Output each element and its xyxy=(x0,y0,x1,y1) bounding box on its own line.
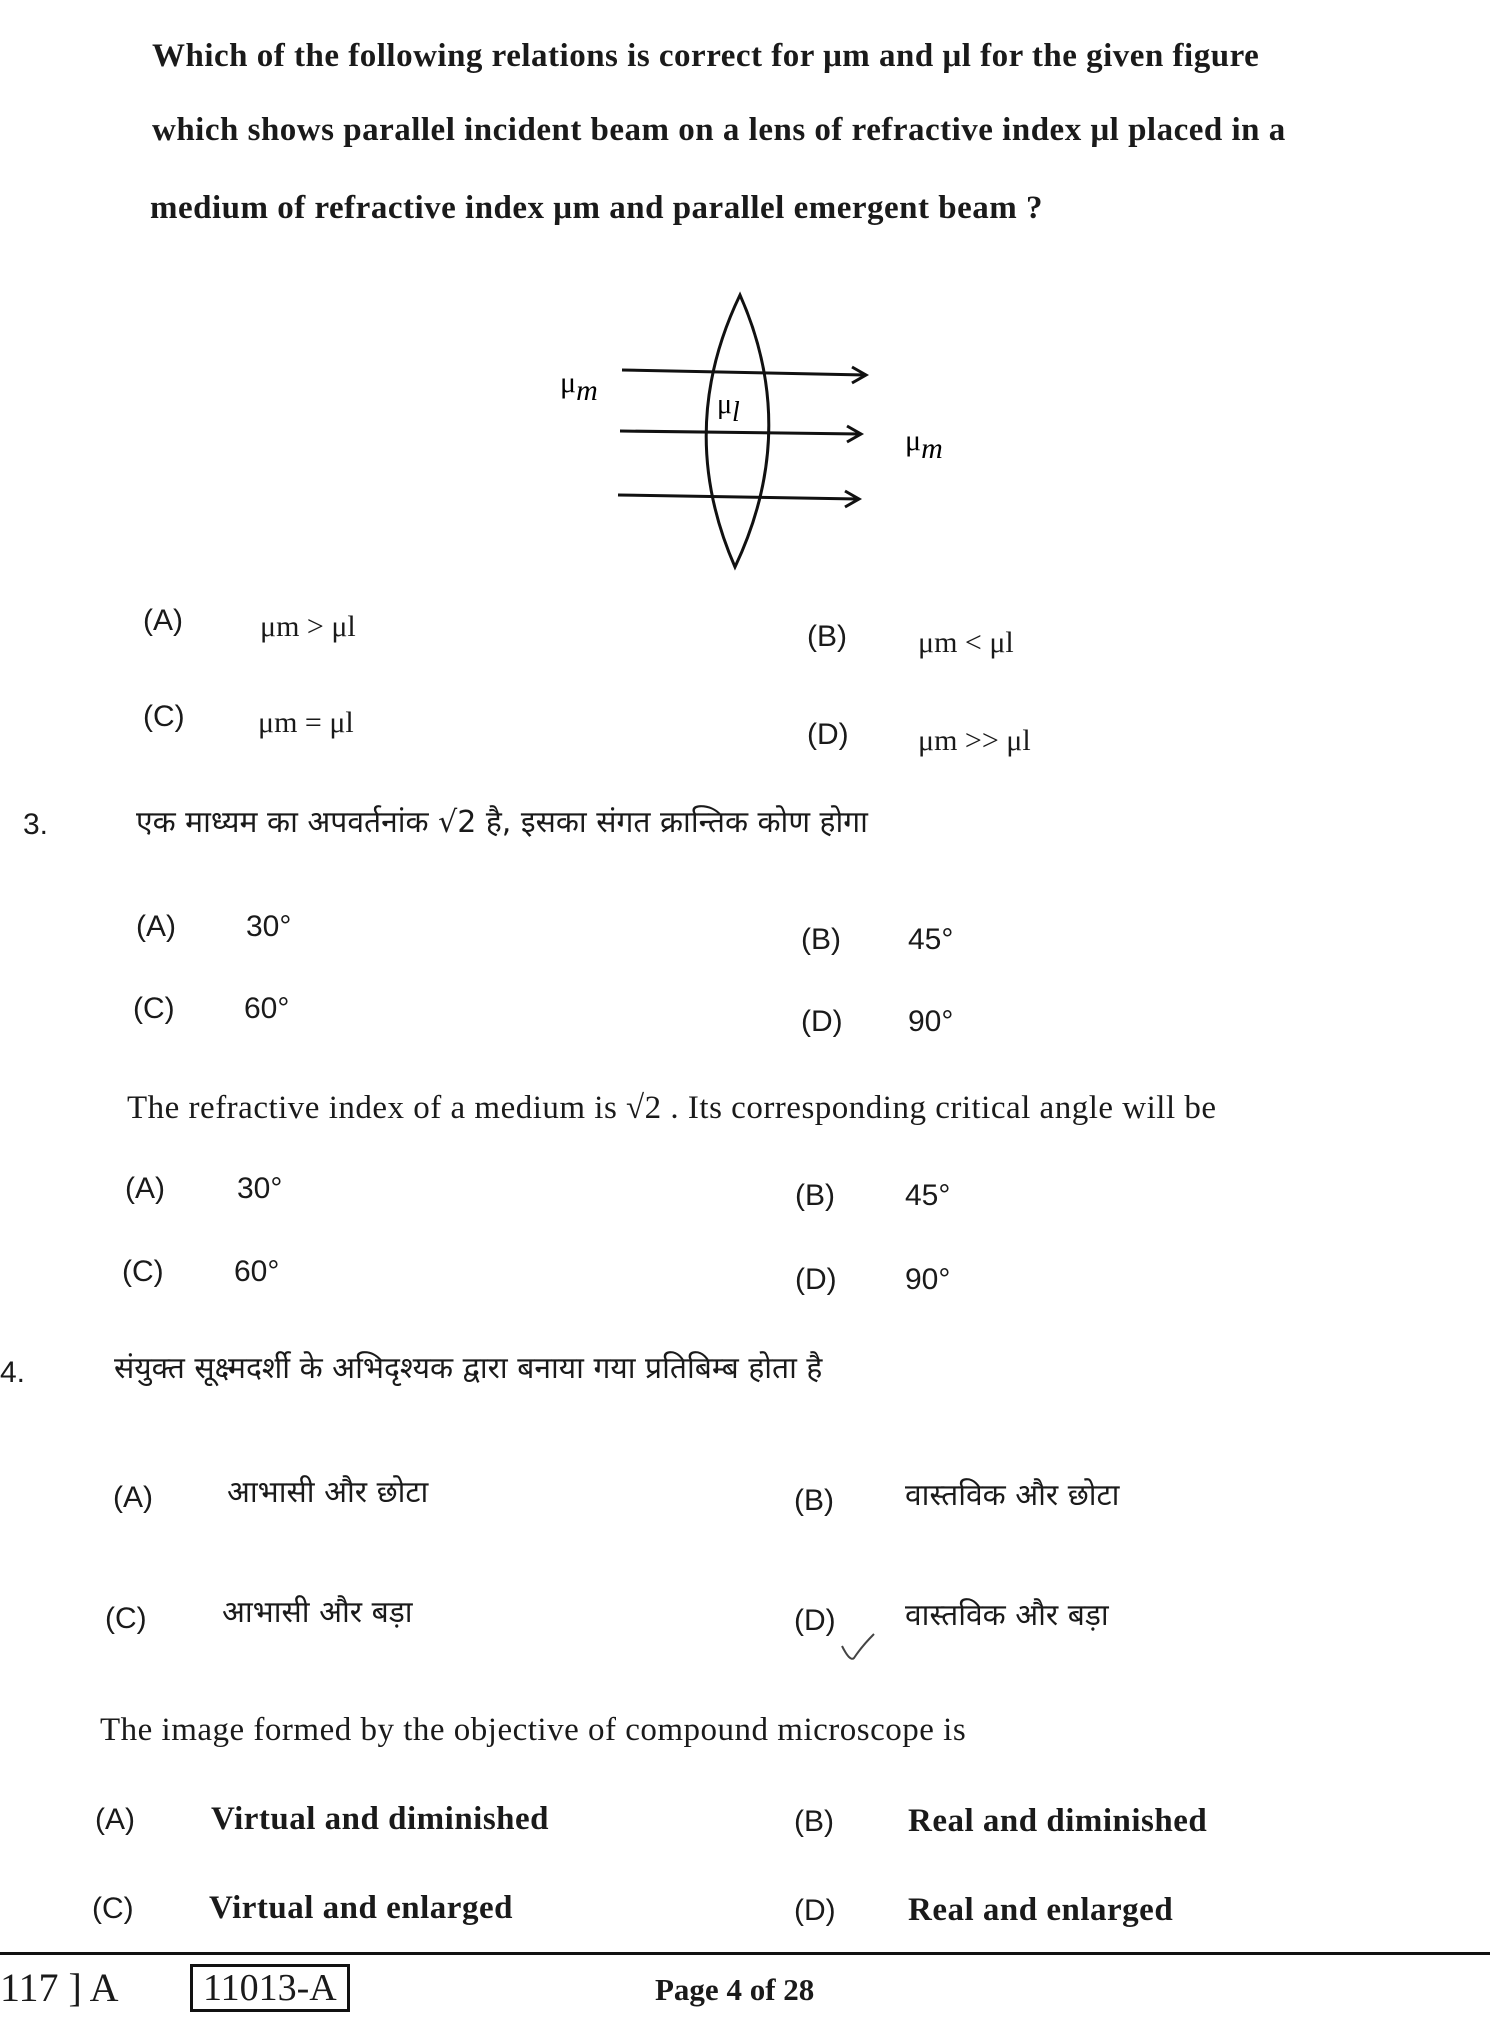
q4-hi-option-a-label: (A) xyxy=(113,1481,153,1514)
q3-hi-option-a-label: (A) xyxy=(136,910,176,943)
q3-english-text: The refractive index of a medium is √2 . Its corresponding critical angle will be xyxy=(127,1090,1217,1126)
q4-en-option-a-label: (A) xyxy=(95,1803,135,1836)
q2-option-a-text: μm > μl xyxy=(260,610,356,643)
q3-en-option-c-text: 60° xyxy=(234,1255,280,1288)
q3-hi-option-c-text: 60° xyxy=(244,992,290,1025)
q4-en-option-d-text: Real and enlarged xyxy=(908,1892,1174,1928)
q2-text-line2: which shows parallel incident beam on a lens of refractive index μl placed in a xyxy=(152,112,1286,148)
q3-en-option-d-label: (D) xyxy=(795,1263,837,1296)
q3-hi-option-d-label: (D) xyxy=(801,1005,843,1038)
q3-hi-option-b-label: (B) xyxy=(801,923,841,956)
q4-hi-option-d-text: वास्तविक और बड़ा xyxy=(905,1598,1109,1633)
footer-code: 117 ] A xyxy=(0,1965,119,2010)
footer-paper-code: 11013-A xyxy=(190,1964,350,2012)
q3-en-option-b-text: 45° xyxy=(905,1179,951,1212)
q4-hi-option-b-label: (B) xyxy=(794,1484,834,1517)
q4-en-option-c-text: Virtual and enlarged xyxy=(209,1890,513,1926)
q3-hi-option-a-text: 30° xyxy=(246,910,292,943)
q3-hi-option-d-text: 90° xyxy=(908,1005,954,1038)
page-number: Page 4 of 28 xyxy=(655,1972,815,2007)
q2-option-c-label: (C) xyxy=(143,700,185,733)
q3-hi-option-b-text: 45° xyxy=(908,923,954,956)
q2-option-b-label: (B) xyxy=(807,620,847,653)
q4-hi-option-c-label: (C) xyxy=(105,1602,147,1635)
incident-rays xyxy=(618,367,866,507)
q3-en-option-a-text: 30° xyxy=(237,1172,283,1205)
q2-option-a-label: (A) xyxy=(143,604,183,637)
q4-hindi-text: संयुक्त सूक्ष्मदर्शी के अभिदृश्यक द्वारा बनाया गया प्रतिबिम्ब होता है xyxy=(114,1351,823,1386)
q2-option-d-label: (D) xyxy=(807,718,849,751)
q3-en-option-b-label: (B) xyxy=(795,1179,835,1212)
q2-option-c-text: μm = μl xyxy=(258,706,354,739)
q4-en-option-c-label: (C) xyxy=(92,1892,134,1925)
label-mu-m-right: μm xyxy=(905,424,943,465)
q4-en-option-b-text: Real and diminished xyxy=(908,1803,1208,1839)
q2-text-line1: Which of the following relations is correct for μm and μl for the given figure xyxy=(152,38,1260,74)
q4-english-text: The image formed by the objective of compound microscope is xyxy=(100,1712,967,1748)
lens-diagram xyxy=(540,280,1000,580)
label-mu-l: μl xyxy=(717,389,740,428)
q4-hi-option-a-text: आभासी और छोटा xyxy=(227,1475,429,1510)
q3-number: 3. xyxy=(23,808,49,841)
tick-mark-icon xyxy=(838,1628,878,1668)
q2-option-d-text: μm >> μl xyxy=(918,724,1031,757)
q3-hindi-text: एक माध्यम का अपवर्तनांक √2 है, इसका संगत क्रान्तिक कोण होगा xyxy=(136,805,868,840)
q2-text-line3: medium of refractive index μm and parallel emergent beam ? xyxy=(150,190,1044,226)
footer-divider xyxy=(0,1952,1490,1955)
q3-en-option-a-label: (A) xyxy=(125,1172,165,1205)
q3-hi-option-c-label: (C) xyxy=(133,992,175,1025)
q4-en-option-d-label: (D) xyxy=(794,1894,836,1927)
q4-hi-option-b-text: वास्तविक और छोटा xyxy=(905,1478,1120,1513)
q3-en-option-d-text: 90° xyxy=(905,1263,951,1296)
q4-hi-option-c-text: आभासी और बड़ा xyxy=(222,1595,413,1630)
q4-en-option-a-text: Virtual and diminished xyxy=(211,1801,550,1837)
q4-hi-option-d-label: (D) xyxy=(794,1604,836,1637)
q4-number: 4. xyxy=(0,1356,26,1389)
q3-en-option-c-label: (C) xyxy=(122,1255,164,1288)
q2-option-b-text: μm < μl xyxy=(918,626,1014,659)
label-mu-m-left: μm xyxy=(560,366,598,407)
q4-en-option-b-label: (B) xyxy=(794,1805,834,1838)
